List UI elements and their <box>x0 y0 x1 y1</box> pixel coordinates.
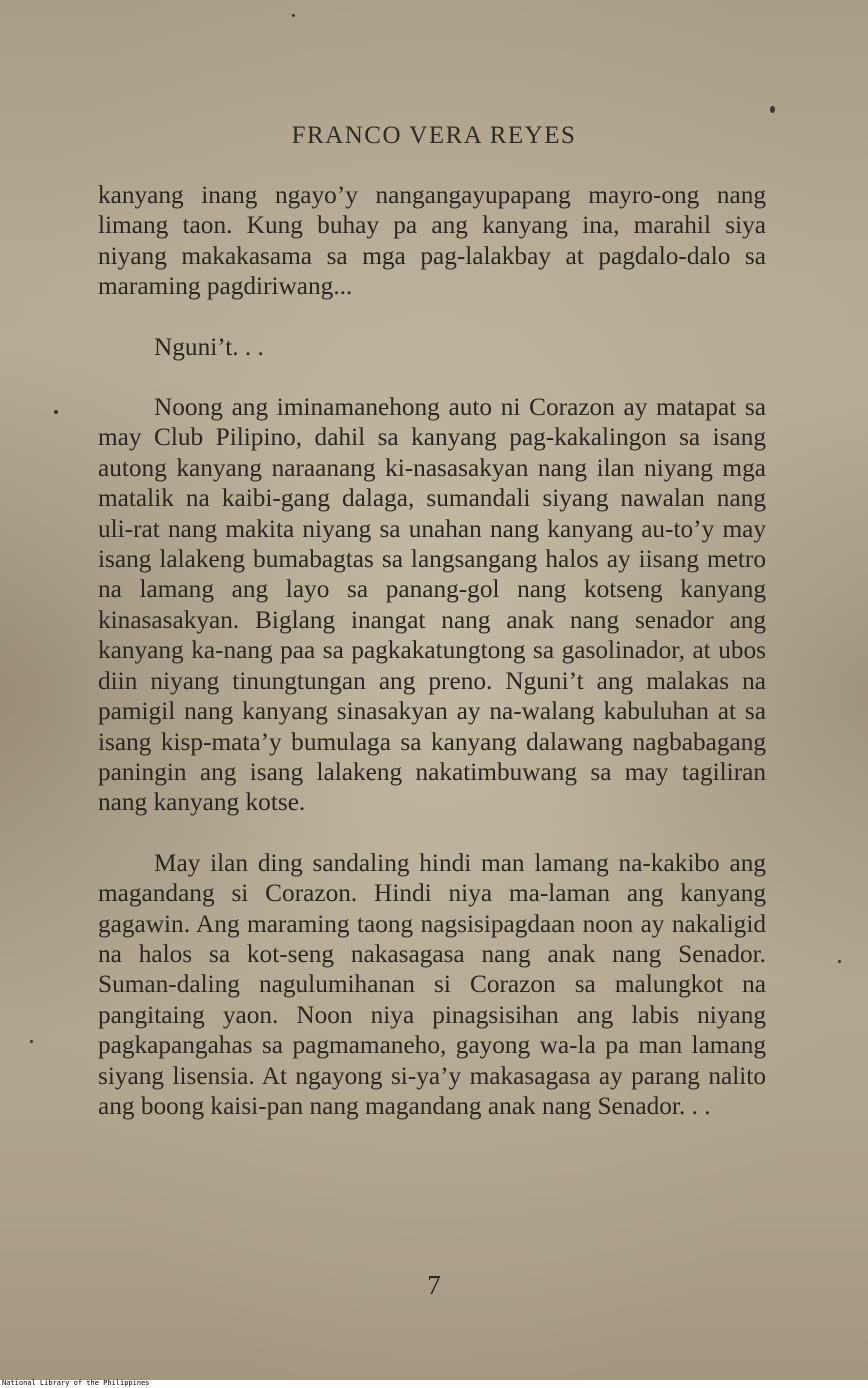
paragraph-may-ilan: May ilan ding sandaling hindi man lamang na-kakibo ang magandang si Corazon. Hindi niya ma-laman ang kanyang gagawin. Ang maraming taong nagsisipagdaan noon ay nakaligid na halos sa kot-seng nakasagasa nang anak nang Senador. Suman-daling nagulumihanan si Corazon sa malungkot na pangitaing yaon. Noon niya pinagsisihan ang labis niyang pagkapangahas sa pagmamaneho, gayong wa-la pa man lamang siyang lisensia. At ngayong si-ya’y makasagasa ay parang nalito ang boong kaisi-pan nang magandang anak nang Senador. . . <box>98 848 766 1120</box>
running-head: FRANCO VERA REYES <box>291 122 577 149</box>
paper-speck <box>292 14 295 17</box>
paper-speck <box>30 1040 33 1043</box>
page-number: 7 <box>427 1270 441 1300</box>
body-text <box>98 180 766 1121</box>
paragraph-continuation: kanyang inang ngayo’y nangangayupapang mayro-ong nang limang taon. Kung buhay pa ang kanyang ina, marahil siya niyang makakasama sa mga pag-lalakbay at pagdalo-dalo sa maraming pagdiriwang... <box>98 181 766 301</box>
paragraph-nguni-t: Nguni’t. . . <box>154 332 264 361</box>
paper-speck <box>54 410 58 414</box>
paper-speck <box>770 106 775 113</box>
footer-credit: National Library of the Philippines <box>2 1379 150 1387</box>
paragraph-noong: Noong ang iminamanehong auto ni Corazon ay matapat sa may Club Pilipino, dahil sa kanyang pag-kakalingon sa isang autong kanyang naraanang ki-nasasakyan nang ilan niyang mga matalik na kaibi-gang dalaga, sumandali siyang nawalan nang uli-rat nang makita niyang sa unahan nang kanyang au-to’y may isang lalakeng bumabagtas sa langsangang halos ay iisang metro na lamang ang layo sa panang-gol nang kotseng kanyang kinasasakyan. Biglang inangat nang anak nang senador ang kanyang ka-nang paa sa pagkakatungtong sa gasolinador, at ubos diin niyang tinungtungan ang preno. Nguni’t ang malakas na pamigil nang kanyang sinasakyan ay na-walang kabuluhan at sa isang kisp-mata’y bumulaga sa kanyang dalawang nagbabagang paningin ang isang lalakeng nakatimbuwang sa may tagiliran nang kanyang kotse. <box>98 393 766 817</box>
paper-speck <box>838 960 841 963</box>
